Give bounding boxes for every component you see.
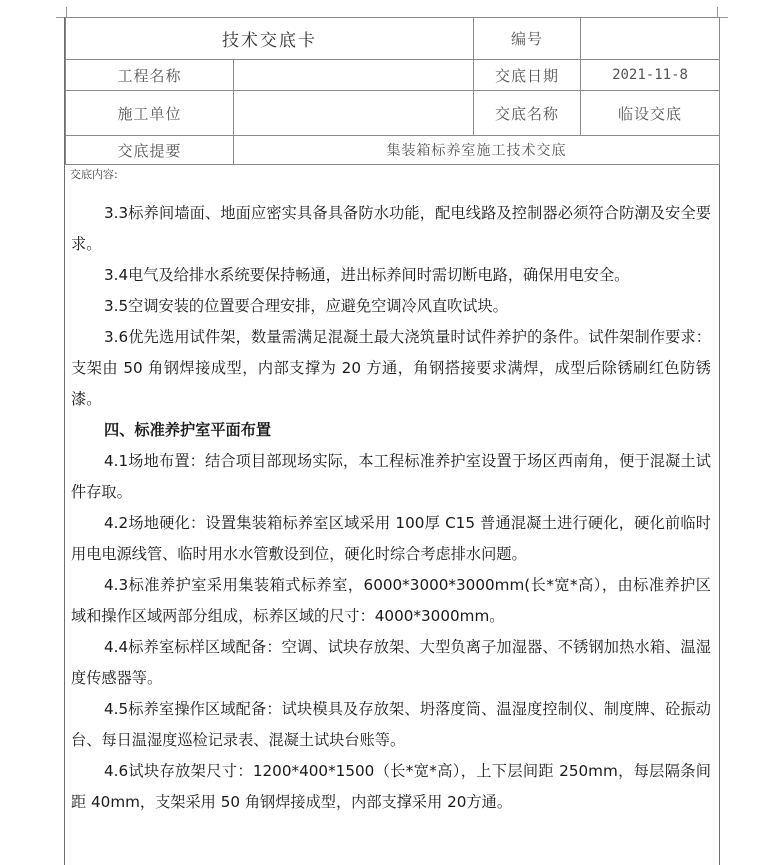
content-label: 交底内容:	[70, 168, 118, 181]
disclosure-name-value[interactable]: 临设交底	[581, 91, 720, 136]
paragraph: 4.3标准养护室采用集装箱式标养室，6000*3000*3000mm(长*宽*高），由标准养护区域和操作区域两部分组成，标养区域的尺寸：4000*3000mm。	[71, 576, 711, 625]
card-title: 技术交底卡	[66, 18, 474, 60]
paragraph: 4.1场地布置：结合项目部现场实际，本工程标准养护室设置于场区西南角，便于混凝土试件存取。	[71, 452, 711, 501]
construction-unit-value[interactable]	[234, 91, 474, 136]
section-heading: 四、标准养护室平面布置	[104, 421, 272, 439]
disclosure-card	[64, 17, 720, 865]
paragraph: 3.5空调安装的位置要合理安排，应避免空调冷风直吹试块。	[104, 297, 508, 315]
paragraph: 4.6试块存放架尺寸：1200*400*1500（长*宽*高），上下层间距 250mm，每层隔条间距 40mm，支架采用 50 角钢焊接成型，内部支撑采用 20方通。	[71, 762, 711, 811]
disclosure-date-value[interactable]: 2021-11-8	[581, 60, 720, 91]
paragraph: 3.4电气及给排水系统要保持畅通，进出标养间时需切断电路，确保用电安全。	[104, 266, 630, 284]
summary-label: 交底提要	[66, 136, 234, 165]
summary-value[interactable]: 集装箱标养室施工技术交底	[234, 136, 720, 165]
construction-unit-label: 施工单位	[66, 91, 234, 136]
paragraph: 3.3标养间墙面、地面应密实具备具备防水功能，配电线路及控制器必须符合防潮及安全要求。	[71, 204, 711, 253]
paragraph: 4.2场地硬化：设置集装箱标养室区域采用 100厚 C15 普通混凝土进行硬化，硬化前临时用电电源线管、临时用水水管敷设到位，硬化时综合考虑排水问题。	[71, 514, 711, 563]
number-value[interactable]	[581, 18, 720, 60]
header-table	[65, 17, 720, 165]
paragraph: 3.6优先选用试件架，数量需满足混凝土最大浇筑量时试件养护的条件。试件架制作要求：支架由 50 角钢焊接成型，内部支撑为 20 方通，角钢搭接要求满焊，成型后除锈刷红色防锈漆。	[71, 328, 711, 408]
disclosure-date-label: 交底日期	[474, 60, 581, 91]
paragraph: 4.5标养室操作区域配备：试块模具及存放架、坍落度筒、温湿度控制仪、制度牌、砼振动台、每日温湿度巡检记录表、混凝土试块台账等。	[71, 700, 711, 749]
number-label: 编号	[474, 18, 581, 60]
content-body	[71, 198, 711, 818]
paragraph: 4.4标养室标样区域配备：空调、试块存放架、大型负离子加湿器、不锈钢加热水箱、温湿度传感器等。	[71, 638, 711, 687]
project-name-label: 工程名称	[66, 60, 234, 91]
disclosure-name-label: 交底名称	[474, 91, 581, 136]
project-name-value[interactable]	[234, 60, 474, 91]
